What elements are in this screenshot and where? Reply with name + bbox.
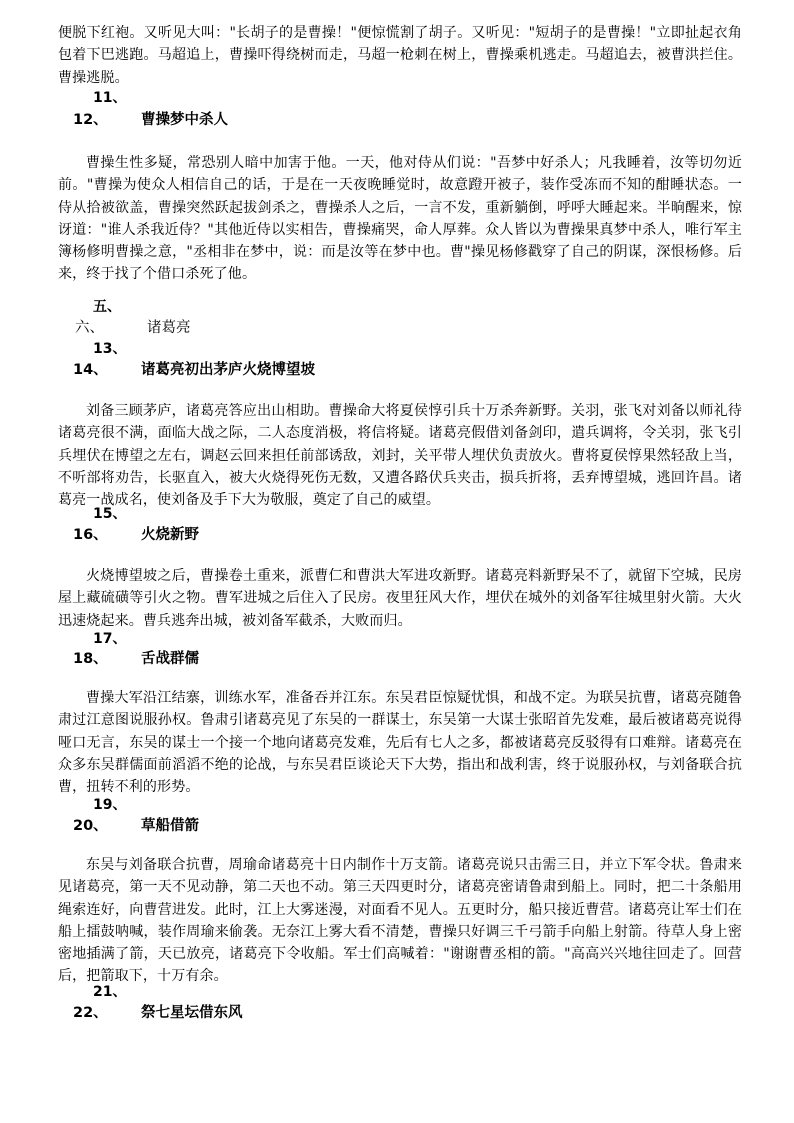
section-title: 火烧新野 [141,527,199,543]
paragraph-cao-cao-dream-kill: 曹操生性多疑，常恐别人暗中加害于他。一天，他对侍从们说："吾梦中好杀人；凡我睡着，汝等切勿近前。"曹操为使众人相信自己的话，于是在一天夜晚睡觉时，故意蹬开被子，装作受冻而不知的酣睡状态。一侍从拾被欲盖，曹操突然跃起拔剑杀之，曹操杀人之后，一言不发，重新躺倒，呼呼大睡起来。半晌醒来，惊讶道："谁人杀我近侍？"其他近侍以实相告，曹操痛哭，命人厚葬。众人皆以为曹操果真梦中杀人，唯行军主簿杨修明曹操之意，"丞相非在梦中，说：而是汝等在梦中也。曹"操见杨修戳穿了自己的阴谋，深恨杨修。后来，终于找了个借口杀死了他。 [58,155,742,283]
section-number: 22、 [73,1005,108,1021]
section-title: 祭七星坛借东风 [141,1005,243,1021]
item-number-13: 13、 [93,341,127,357]
section-number: 12、 [73,112,108,128]
paragraph-bowang-fire: 刘备三顾茅庐，诸葛亮答应出山相助。曹操命大将夏侯惇引兵十万杀奔新野。关羽，张飞对刘备以师礼待诸葛亮很不满，面临大战之际，二人态度消极，将信将疑。诸葛亮假借刘备剑印，遣兵调将，令关羽，张飞引兵埋伏在博望之左右，调赵云回来担任前部诱敌，刘封，关平带人埋伏负责放火。曹将夏侯惇果然轻敌上当，不听部将劝告，长驱直入，被大火烧得死伤无数，又遭各路伏兵夹击，损兵折将，丢弃博望城，逃回许昌。诸葛亮一战成名，使刘备及手下大为敬服，奠定了自己的威望。 [58,403,742,509]
item-number-17: 17、 [93,631,127,647]
section-title: 诸葛亮初出茅庐火烧博望坡 [141,362,315,378]
section-title: 舌战群儒 [141,651,199,667]
chapter-number-5: 五、 [93,299,121,315]
section-number: 20、 [73,818,108,834]
paragraph-ma-chao-chase: 便脱下红袍。又听见大叫："长胡子的是曹操！"便惊慌割了胡子。又听见："短胡子的是曹操！"立即扯起衣角包着下巴逃跑。马超追上，曹操吓得绕树而走，马超一枪刺在树上，曹操乘机逃走。马超追去，被曹洪拦住。曹操逃脱。 [58,25,742,86]
item-number-15: 15、 [93,506,127,522]
item-number-19: 19、 [93,797,127,813]
item-number-11: 11、 [93,90,127,106]
chapter-number: 六、 [75,320,104,336]
chapter-title: 诸葛亮 [147,320,191,336]
section-number: 14、 [73,362,108,378]
section-number: 18、 [73,651,108,667]
section-number: 16、 [73,527,108,543]
paragraph-debate-scholars: 曹操大军沿江结寨，训练水军，准备吞并江东。东吴君臣惊疑忧惧，和战不定。为联吴抗曹，诸葛亮随鲁肃过江意图说服孙权。鲁肃引诸葛亮见了东吴的一群谋士，东吴第一大谋士张昭首先发难，最后被诸葛亮说得哑口无言，东吴的谋士一个接一个地向诸葛亮发难，先后有七人之多，都被诸葛亮反驳得有口难辩。诸葛亮在众多东吴群儒面前滔滔不绝的论战，与东吴君臣谈论天下大势，指出和战利害，终于说服孙权，与刘备联合抗曹，扭转不利的形势。 [58,690,742,796]
item-number-21: 21、 [93,984,127,1000]
paragraph-borrow-arrows: 东吴与刘备联合抗曹，周瑜命诸葛亮十日内制作十万支箭。诸葛亮说只击需三日，并立下军令状。鲁肃来见诸葛亮，第一天不见动静，第二天也不动。第三天四更时分，诸葛亮密请鲁肃到船上。同时，把二十条船用绳索连好，向曹营进发。此时，江上大雾迷漫，对面看不见人。五更时分，船只接近曹营。诸葛亮让军士们在船上擂鼓呐喊，装作周瑜来偷袭。无奈江上雾大看不清楚，曹操只好调三千弓箭手向船上射箭。待草人身上密密地插满了箭，天已放亮，诸葛亮下令收船。军士们高喊着："谢谢曹丞相的箭。"高高兴兴地往回走了。回营后，把箭取下，十万有余。 [58,857,742,985]
section-title: 草船借箭 [141,818,199,834]
paragraph-xinye-fire: 火烧博望坡之后，曹操卷土重来，派曹仁和曹洪大军进攻新野。诸葛亮料新野呆不了，就留下空城，民房屋上藏硫磺等引火之物。曹军进城之后住入了民房。夜里狂风大作，埋伏在城外的刘备军往城里射火箭。大火迅速烧起来。曹兵逃奔出城，被刘备军截杀，大败而归。 [58,568,742,629]
section-title: 曹操梦中杀人 [141,112,228,128]
